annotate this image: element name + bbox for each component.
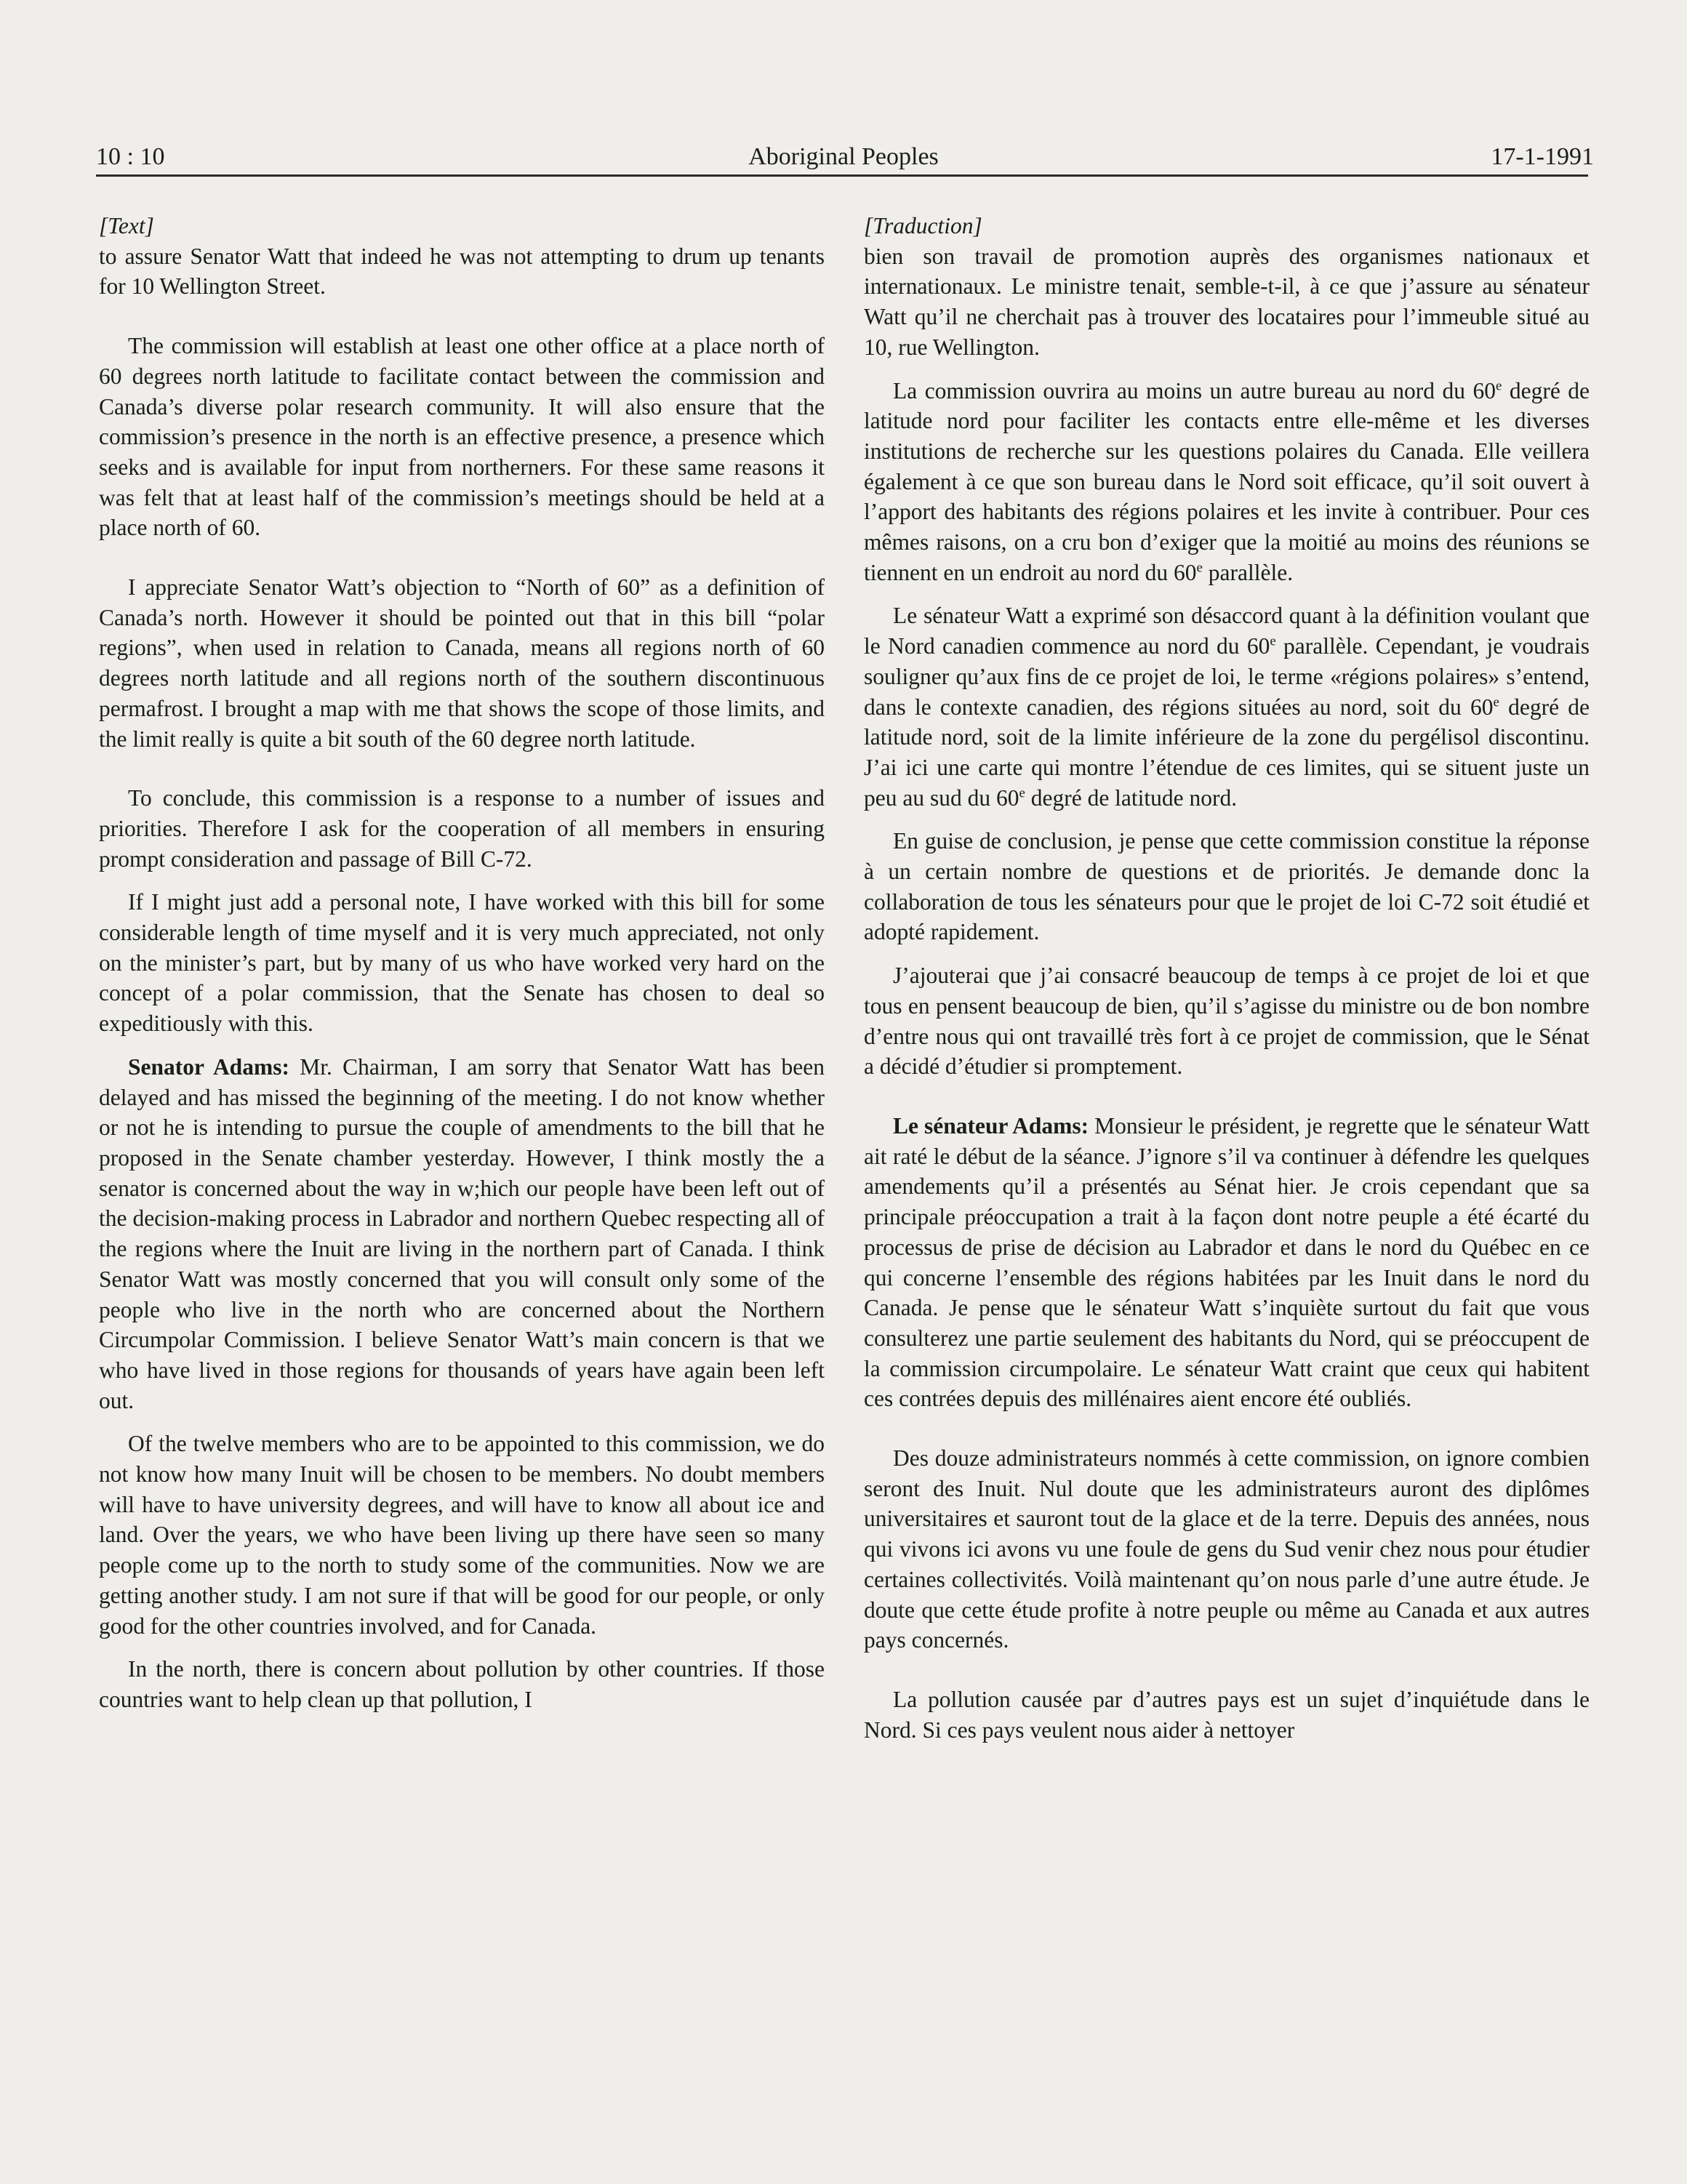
speech-text: Monsieur le président, je regrette que le sénateur Watt ait raté le début de la séance. J’ignore s’il va continuer à défendre les quelques amendements qu’il a présentés au Sénat hier. Je crois cependant que sa principale préoccupation a trait à la façon dont notre peuple a été écarté du processus de prise de décision au Labrador et dans le nord du Québec en ce qui concerne l’ensemble des régions habitées par les Inuit dans le nord du Canada. Je pense que le sénateur Watt s’inquiète surtout du fait que vous consulterez une partie seulement des habitants du Nord, qui se préoccupent de la commission circumpolaire. Le sénateur Watt craint que ceux qui habitent ces contrées depuis des millénaires aient encore été oubliés. [864,1112,1590,1412]
speaker-name: Le sénateur Adams: [893,1112,1089,1139]
paragraph: I appreciate Senator Watt’s objection to “North of 60” as a definition of Canada’s north. However it should be pointed out that in this bill “polar regions”, when used in relation to Canada, means all regions north of 60 degrees north latitude and all regions north of the southern discontinuous permafrost. I brought a map with me that shows the scope of those limits, and the limit really is quite a bit south of the 60 degree north latitude. [99,574,825,752]
paragraph: To conclude, this commission is a response to a number of issues and priorities. Therefore I ask for the cooperation of all members in ensuring prompt consideration and passage of Bill C-72. [99,785,825,872]
paragraph: The commission will establish at least one other office at a place north of 60 degrees north latitude to facilitate contact between the commission and Canada’s diverse polar research community. It will also ensure that the commission’s presence in the north is an effective presence, a presence which seeks and is available for input from northerners. For these same reasons it was felt that at least half of the commission’s meetings should be held at a place north of 60. [99,333,825,541]
page-number: 10 : 10 [96,143,165,170]
speech-text: Mr. Chairman, I am sorry that Senator Watt has been delayed and has missed the beginning of the meeting. I do not know whether or not he is intending to pursue the couple of amendments to the bill that he proposed in the Senate chamber yesterday. However, I think mostly the a senator is concerned about the way in w;hich our people have been left out of the decision-making process in Labrador and northern Quebec respecting all of the regions where the Inuit are living in the northern part of Canada. I think Senator Watt was mostly concerned that you will consult only some of the people who live in the north who are concerned about the Northern Circumpolar Commission. I believe Senator Watt’s main concern is that we who have lived in those regions for thousands of years have again been left out. [99,1053,825,1413]
speaker-name: Senator Adams: [128,1053,289,1080]
paragraph: to assure Senator Watt that indeed he was not attempting to drum up tenants for 10 Wellington Street. [99,243,825,300]
paragraph: Des douze administrateurs nommés à cette commission, on ignore combien seront des Inuit. Nul doute que les administrateurs auront des diplômes universitaires et sauront tout de la glace et de la terre. Depuis des années, nous qui vivons ici avons vu une foule de gens du Sud venir chez nous pour étudier certaines collectivités. Voilà maintenant qu’on nous parle d’une autre étude. Je doute que cette étude profite à notre peuple ou même au Canada et aux autres pays concernés. [864,1445,1590,1653]
paragraph: La commission ouvrira au moins un autre bureau au nord du 60e degré de latitude nord pour faciliter les contacts entre elle-même et les diverses institutions de recherche sur les questions polaires du Canada. Elle veillera également à ce que son bureau dans le Nord soit efficace, qu’il soit ouvert à l’apport des habitants des régions polaires et les invite à contribuer. Pour ces mêmes raisons, on a cru bon d’exiger que la moitié au moins des réunions se tiennent en un endroit au nord du 60e parallèle. [864,377,1590,585]
column-label: [Text] [99,213,154,238]
paragraph [99,1052,825,1416]
column-label: [Traduction] [864,213,982,238]
paragraph: In the north, there is concern about pollution by other countries. If those countries want to help clean up that pollution, I [99,1656,825,1712]
paragraph: bien son travail de promotion auprès des organismes nationaux et internationaux. Le ministre tenait, semble-t-il, à ce que j’assure au sénateur Watt qu’il ne cherchait pas à trouver des locataires pour l’immeuble situé au 10, rue Wellington. [864,243,1590,360]
paragraph [864,1111,1590,1414]
paragraph: La pollution causée par d’autres pays est un sujet d’inquiétude dans le Nord. Si ces pays veulent nous aider à nettoyer [864,1686,1590,1743]
running-title: Aboriginal Peoples [748,143,939,170]
french-column [864,211,1590,1745]
paragraph: Le sénateur Watt a exprimé son désaccord quant à la définition voulant que le Nord canadien commence au nord du 60e parallèle. Cependant, je voudrais souligner qu’aux fins de ce projet de loi, le terme «régions polaires» s’entend, dans le contexte canadien, des régions situées au nord, soit du 60e degré de latitude nord, soit de la limite inférieure de la zone du pergélisol discontinu. J’ai ici une carte qui montre l’étendue de ces limites, qui se situent juste un peu au sud du 60e degré de latitude nord. [864,603,1590,811]
english-column [99,211,825,1715]
header-rule [96,174,1588,177]
paragraph: J’ajouterai que j’ai consacré beaucoup de temps à ce projet de loi et que tous en pensent beaucoup de bien, qu’il s’agisse du ministre ou de bon nombre d’entre nous qui ont travaillé très fort à ce projet de commission, que le Sénat a décidé d’étudier si promptement. [864,963,1590,1080]
page-date: 17-1-1991 [1491,143,1594,170]
paragraph: If I might just add a personal note, I have worked with this bill for some considerable length of time myself and it is very much appreciated, not only on the minister’s part, but by many of us who have worked very hard on the concept of a polar commission, that the Senate has chosen to deal so expeditiously with this. [99,889,825,1037]
paragraph: Of the twelve members who are to be appointed to this commission, we do not know how many Inuit will be chosen to be members. No doubt members will have to have university degrees, and will have to know all about ice and land. Over the years, we who have been living up there have seen so many people come up to the north to study some of the communities. Now we are getting another study. I am not sure if that will be good for our people, or only good for the other countries involved, and for Canada. [99,1431,825,1639]
paragraph: En guise de conclusion, je pense que cette commission constitue la réponse à un certain nombre de questions et de priorités. Je demande donc la collaboration de tous les sénateurs pour que le projet de loi C-72 soit étudié et adopté rapidement. [864,828,1590,945]
